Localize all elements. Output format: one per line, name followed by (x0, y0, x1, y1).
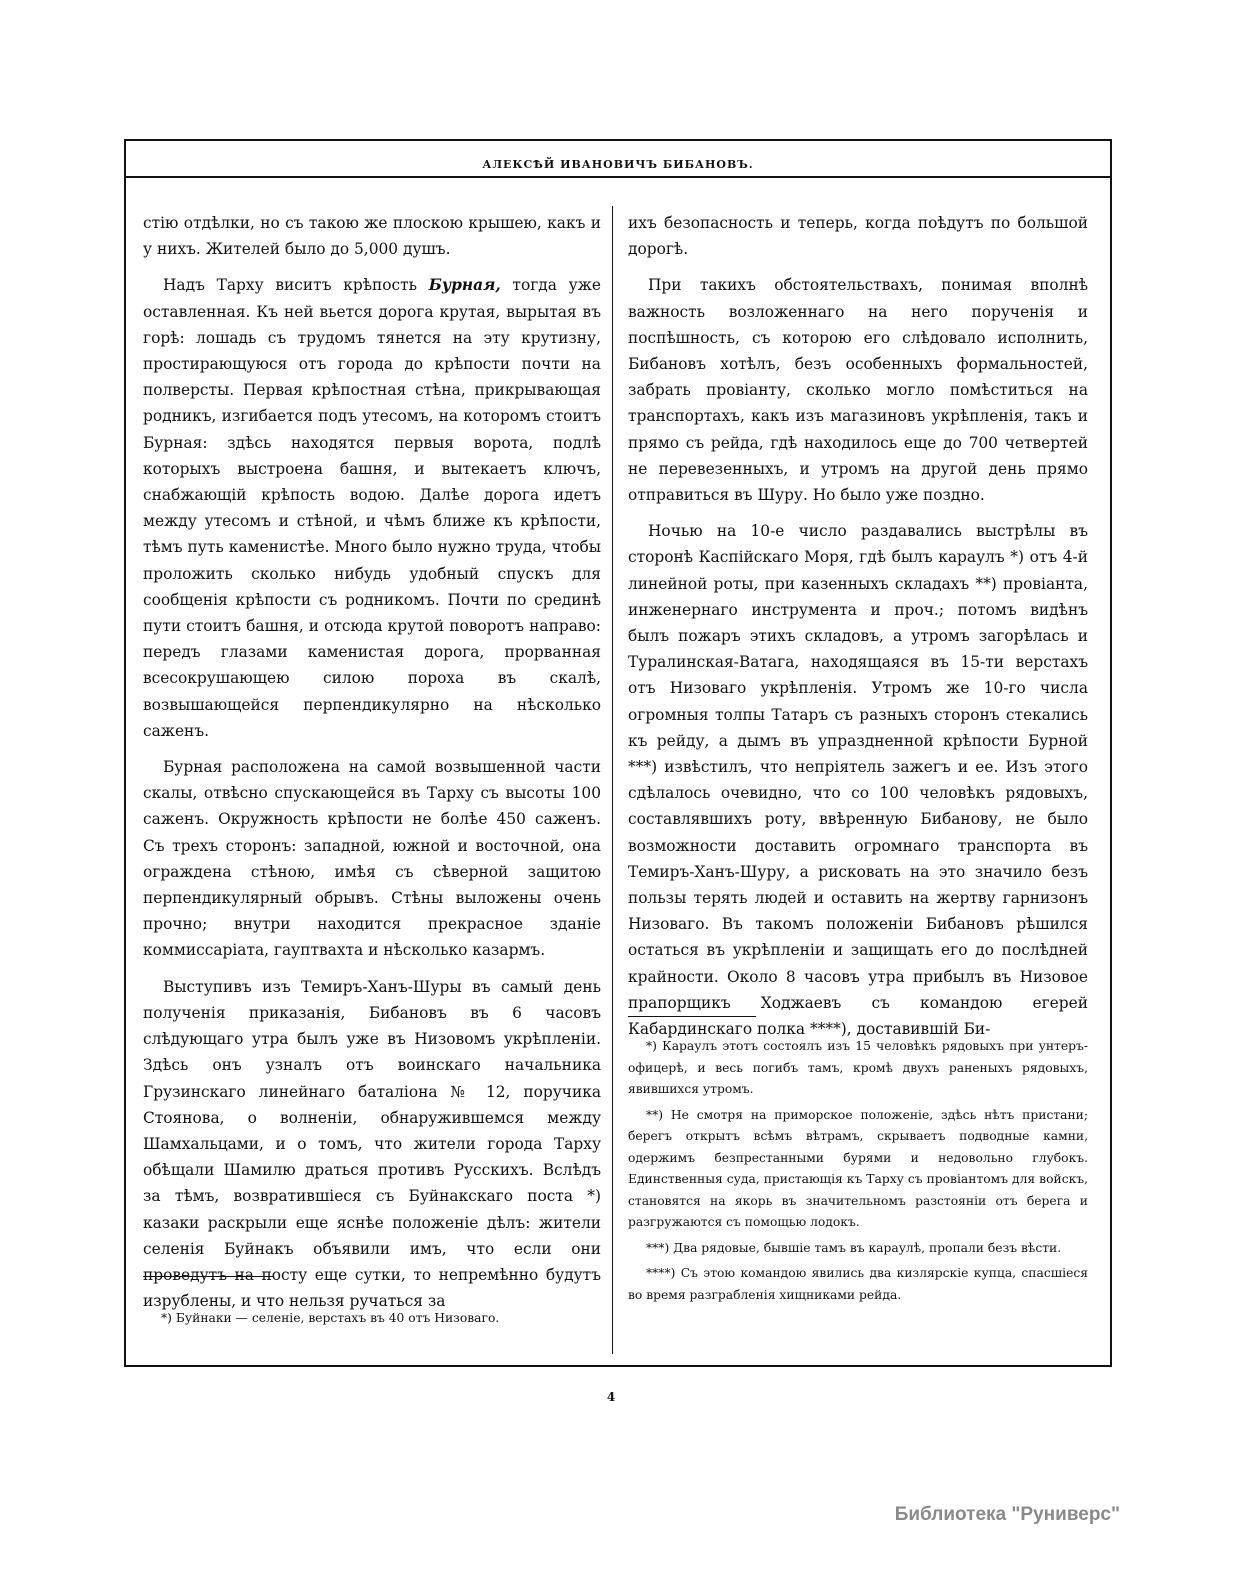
left-paragraph-2-end: тогда уже оставленная. Къ ней вьется дорога крутая, вырытая въ горѣ: лошадь съ трудомъ тянется на эту крутизну, простирающуюся отъ города до крѣпости почти на полверсты. Первая крѣпостная стѣна, прикрывающая родникъ, изгибается подъ утесомъ, на которомъ стоитъ Бурная: здѣсь находятся первыя ворота, подлѣ которыхъ выстроена башня, и вытекаетъ ключъ, снабжающій крѣпость водою. Далѣе дорога идетъ между утесомъ и стѣной, и чѣмъ ближе къ крѣпости, тѣмъ путь каменистѣе. Много было нужно труда, чтобы проложить сколько нибудь удобный спускъ для сообщенія крѣпости съ родникомъ. Почти по срединѣ пути стоитъ башня, и отсюда крутой поворотъ направо: передъ глазами каменистая дорога, прорванная всесокрушающею силою пороха въ скалѣ, возвышающейся перпендикулярно на нѣсколько саженъ. (143, 276, 601, 740)
page-number: 4 (606, 1390, 616, 1404)
left-column (143, 210, 601, 1324)
footnote-right-3: ***) Два рядовые, бывшіе тамъ въ караулѣ, пропали безъ вѣсти. (646, 1240, 1062, 1255)
footnote-left-1: *) Буйнаки — селеніе, верстахъ въ 40 отъ Низоваго. (161, 1311, 500, 1325)
right-paragraph-2: При такихъ обстоятельствахъ, понимая вполнѣ важность возложеннаго на него порученія и поспѣшность, съ которою его слѣдовало исполнить, Бибановъ хотѣлъ, безъ особенныхъ формальностей, забрать провіанту, сколько могло помѣститься на транспортахъ, какъ изъ магазиновъ укрѣпленія, такъ и прямо съ рейда, гдѣ находилось еще до 700 четвертей не перевезенныхъ, и утромъ на другой день прямо отправиться въ Шуру. Но было уже поздно. (628, 276, 1088, 505)
left-paragraph-4: Выступивъ изъ Темиръ-Ханъ-Шуры въ самый день полученія приказанія, Бибановъ въ 6 часовъ слѣдующаго утра былъ уже въ Низовомъ укрѣпленіи. Здѣсь онъ узналъ отъ воинскаго начальника Грузинскаго линейнаго баталіона № 12, поручика Стоянова, о волненіи, обнаружившемся между Шамхальцами, и о томъ, что жители города Тарху обѣщали Шамилю драться противъ Русскихъ. Вслѣдъ за тѣмъ, возвратившіеся съ Буйнакскаго поста *) казаки раскрыли еще яснѣе положеніе дѣлъ: жители селенія Буйнакъ объявили имъ, что если они проведутъ на посту еще сутки, то непремѣнно будутъ изрублены, и что нельзя ручаться за (143, 977, 601, 1311)
right-paragraph-1: ихъ безопасность и теперь, когда поѣдутъ по большой дорогѣ. (628, 214, 1088, 259)
right-column (628, 210, 1088, 1052)
footnote-rule-left (143, 1276, 273, 1277)
left-paragraph-3: Бурная расположена на самой возвышенной части скалы, отвѣсно спускающейся въ Тарху съ высоты 100 саженъ. Окружность крѣпости не болѣе 450 саженъ. Съ трехъ сторонъ: западной, южной и восточной, она ограждена стѣною, имѣя съ сѣверной защитою перпендикулярный обрывъ. Стѣны выложены очень прочно; внутри находится прекрасное зданіе коммиссаріата, гауптвахта и нѣсколько казармъ. (143, 758, 601, 960)
header-rule (124, 176, 1112, 178)
fortress-name: Бурная, (428, 276, 501, 295)
running-header: АЛЕКСѢЙ ИВАНОВИЧЪ БИБАНОВЪ. (482, 158, 754, 171)
right-paragraph-3: Ночью на 10-е число раздавались выстрѣлы въ сторонѣ Каспійскаго Моря, гдѣ былъ караулъ *) отъ 4-й линейной роты, при казенныхъ складахъ **) провіанта, инженернаго инструмента и проч.; потомъ видѣнъ былъ пожаръ этихъ складовъ, а утромъ загорѣлась и Туралинская-Ватага, находящаяся въ 15-ти верстахъ отъ Низоваго укрѣпленія. Утромъ же 10-го числа огромныя толпы Татаръ съ разныхъ сторонъ стекались къ рейду, а дымъ въ упраздненной крѣпости Бурной ***) извѣстилъ, что непріятель зажегъ и ее. Изъ этого сдѣлалось очевидно, что со 100 человѣкъ рядовыхъ, составлявшихъ роту, ввѣренную Бибанову, не было возможности доставить огромнаго транспорта въ Темиръ-Ханъ-Шуру, а рисковать на это значило безъ пользы терять людей и оставить на жертву гарнизонъ Низоваго. Въ такомъ положеніи Бибановъ рѣшился остаться въ укрѣпленіи и защищать его до послѣдней крайности. Около 8 часовъ утра прибылъ въ Низовое прапорщикъ Ходжаевъ съ командою егерей Кабардинскаго полка ****), доставившій Би- (628, 522, 1088, 1039)
library-watermark: Библиотека "Руниверс" (894, 1504, 1120, 1525)
footnotes-right (628, 1036, 1088, 1310)
footnote-right-1: *) Караулъ этотъ состоялъ изъ 15 человѣкъ рядовыхъ при унтеръ-офицерѣ, и весь погибъ тамъ, кромѣ двухъ раненыхъ рядовыхъ, явившихся утромъ. (628, 1039, 1088, 1096)
footnote-rule-right (628, 1016, 756, 1017)
footnote-right-4: ****) Съ этою командою явились два кизлярскіе купца, спасшіеся во время разграбленія хищниками рейда. (628, 1266, 1088, 1302)
left-paragraph-1: стію отдѣлки, но съ такою же плоскою крышею, какъ и у нихъ. Жителей было до 5,000 душъ. (143, 214, 601, 259)
footnotes-left (143, 1308, 601, 1334)
left-paragraph-2 (143, 272, 601, 744)
column-divider (612, 206, 613, 1354)
left-paragraph-2-start: Надъ Тарху виситъ крѣпость (163, 276, 429, 295)
footnote-right-2: **) Не смотря на приморское положеніе, здѣсь нѣтъ пристани; берегъ открытъ всѣмъ вѣтрамъ, скрываетъ подводные камни, одержимъ безпрестанными бурями и недовольно глубокъ. Единственныя суда, пристающія къ Тарху съ провіантомъ для войскъ, становятся на якорь въ значительномъ разстояніи отъ берега и разгружаются съ помощью лодокъ. (628, 1107, 1088, 1229)
